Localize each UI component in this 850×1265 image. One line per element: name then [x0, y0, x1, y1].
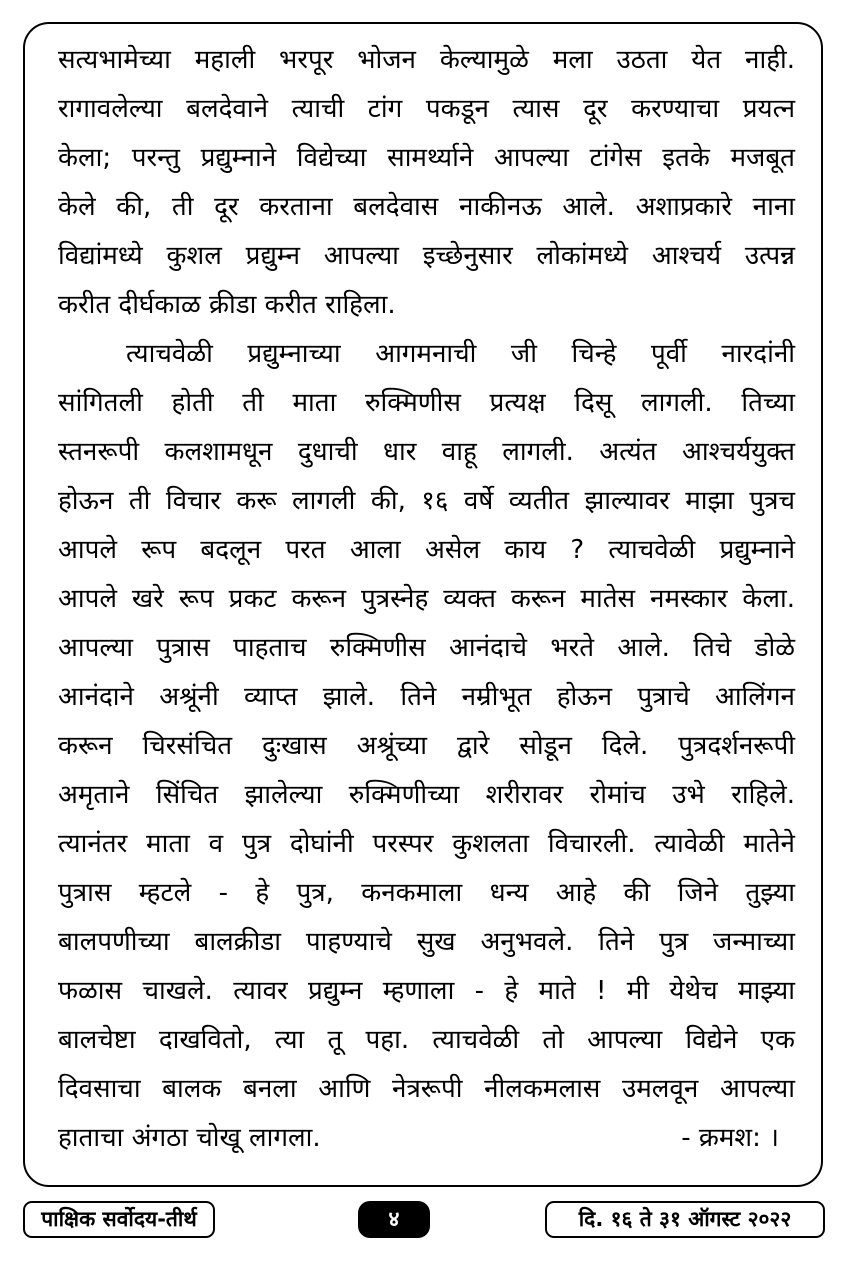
- text-line: सत्यभामेच्या महाली भरपूर भोजन केल्यामुळे मला उठता येत नाही.: [58, 45, 795, 75]
- text-line: बालपणीच्या बालक्रीडा पाहण्याचे सुख अनुभवले. तिने पुत्र जन्माच्या: [58, 927, 795, 957]
- text-line: केले की, ती दूर करताना बलदेवास नाकीनऊ आले. अशाप्रकारे नाना: [58, 192, 795, 222]
- text-line: आनंदाने अश्रूंनी व्याप्त झाले. तिने नम्रीभूत होऊन पुत्राचे आलिंगन: [58, 682, 795, 712]
- text-line: करून चिरसंचित दुःखास अश्रूंच्या द्वारे सोडून दिले. पुत्रदर्शनरूपी: [58, 731, 795, 761]
- text-line: फळास चाखले. त्यावर प्रद्युम्न म्हणाला - हे माते ! मी येथेच माझ्या: [58, 976, 795, 1006]
- text-line: सांगितली होती ती माता रुक्मिणीस प्रत्यक्ष दिसू लागली. तिच्या: [58, 388, 795, 418]
- text-line: दिवसाचा बालक बनला आणि नेत्ररूपी नीलकमलास उमलवून आपल्या: [58, 1074, 795, 1104]
- text-line: आपले खरे रूप प्रकट करून पुत्रस्नेह व्यक्त करून मातेस नमस्कार केला.: [58, 584, 795, 614]
- text-line: स्तनरूपी कलशामधून दुधाची धार वाहू लागली. अत्यंत आश्चर्ययुक्त: [58, 437, 795, 467]
- text-line: आपल्या पुत्रास पाहताच रुक्मिणीस आनंदाचे भरते आले. तिचे डोळे: [58, 633, 795, 663]
- page-number-badge: ४: [358, 1201, 430, 1238]
- to-be-continued-label: - क्रमश: ।: [681, 1123, 779, 1153]
- final-line-text: हाताचा अंगठा चोखू लागला.: [58, 1123, 321, 1153]
- publication-name: पाक्षिक सर्वोदय-तीर्थ: [23, 1201, 215, 1238]
- text-line: विद्यांमध्ये कुशल प्रद्युम्न आपल्या इच्छेनुसार लोकांमध्ये आश्चर्य उत्पन्न: [58, 241, 795, 271]
- text-line: त्यानंतर माता व पुत्र दोघांनी परस्पर कुशलता विचारली. त्यावेळी मातेने: [58, 829, 795, 859]
- text-line: अमृताने सिंचित झालेल्या रुक्मिणीच्या शरीरावर रोमांच उभे राहिले.: [58, 780, 795, 810]
- final-line: [58, 1114, 795, 1163]
- text-line: रागावलेल्या बलदेवाने त्याची टांग पकडून त्यास दूर करण्याचा प्रयत्न: [58, 94, 795, 124]
- text-line: होऊन ती विचार करू लागली की, १६ वर्षे व्यतीत झाल्यावर माझा पुत्रच: [58, 486, 795, 516]
- text-line: करीत दीर्घकाळ क्रीडा करीत राहिला.: [58, 290, 396, 320]
- text-line: बालचेष्टा दाखवितो, त्या तू पहा. त्याचवेळी तो आपल्या विद्येने एक: [58, 1025, 795, 1055]
- text-line: केला; परन्तु प्रद्युम्नाने विद्येच्या सामर्थ्याने आपल्या टांगेस इतके मजबूत: [58, 143, 795, 173]
- article-body: [58, 36, 795, 1163]
- issue-date: दि. १६ ते ३१ ऑगस्ट २०२२: [545, 1201, 825, 1238]
- text-line: आपले रूप बदलून परत आला असेल काय ? त्याचवेळी प्रद्युम्नाने: [58, 535, 795, 565]
- text-line: पुत्रास म्हटले - हे पुत्र, कनकमाला धन्य आहे की जिने तुझ्या: [58, 878, 795, 908]
- paragraph-start-line: त्याचवेळी प्रद्युम्नाच्या आगमनाची जी चिन्हे पूर्वी नारदांनी: [126, 339, 795, 369]
